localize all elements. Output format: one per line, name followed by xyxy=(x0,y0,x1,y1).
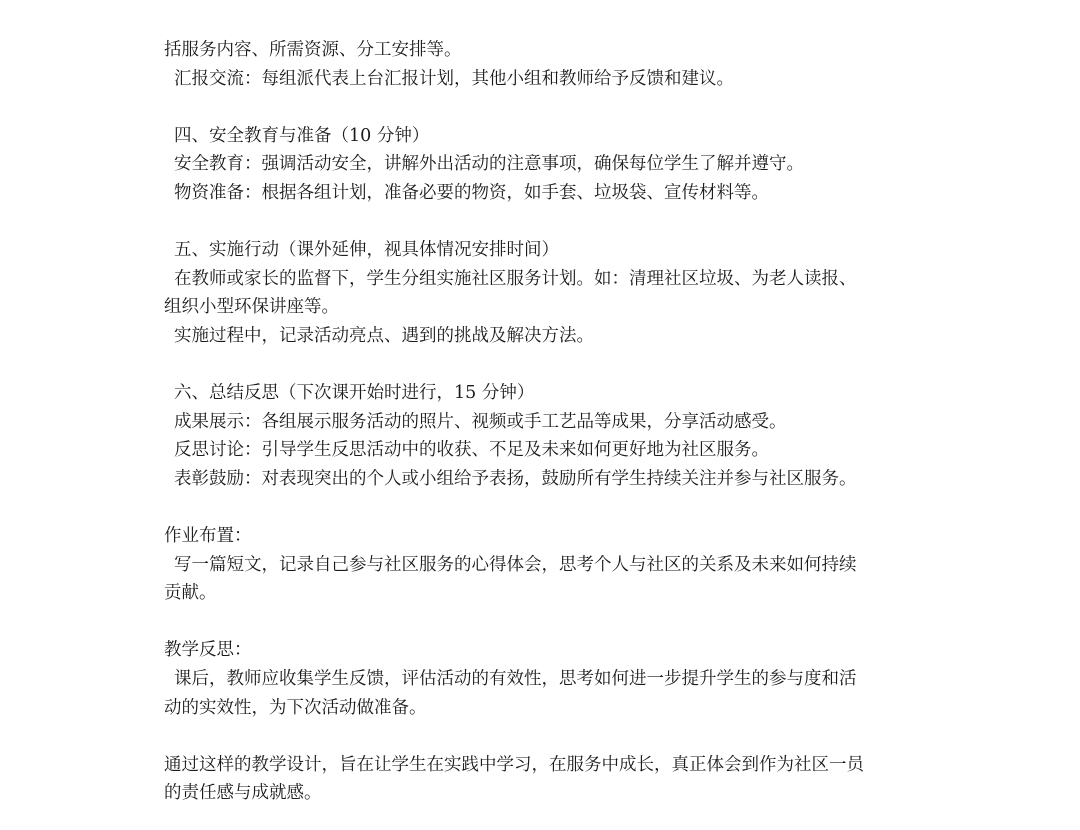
text-line: 安全教育：强调活动安全，讲解外出活动的注意事项，确保每位学生了解并遵守。 xyxy=(174,154,804,175)
text-line: 组织小型环保讲座等。 xyxy=(164,297,339,318)
section-heading: 五、实施行动（课外延伸，视具体情况安排时间） xyxy=(174,240,559,261)
text-line: 写一篇短文，记录自己参与社区服务的心得体会，思考个人与社区的关系及未来如何持续 xyxy=(174,554,857,575)
section-heading: 六、总结反思（下次课开始时进行，15 分钟） xyxy=(174,383,535,404)
text-line: 的责任感与成就感。 xyxy=(164,783,322,804)
text-line: 课后，教师应收集学生反馈，评估活动的有效性，思考如何进一步提升学生的参与度和活 xyxy=(174,669,857,690)
text-line: 汇报交流：每组派代表上台汇报计划，其他小组和教师给予反馈和建议。 xyxy=(174,68,734,89)
blank-line xyxy=(164,722,924,751)
text-line: 贡献。 xyxy=(164,583,217,604)
blank-line xyxy=(164,208,924,237)
document-body xyxy=(164,36,924,808)
text-line: 通过这样的教学设计，旨在让学生在实践中学习，在服务中成长，真正体会到作为社区一员 xyxy=(164,754,864,775)
text-line: 动的实效性，为下次活动做准备。 xyxy=(164,697,427,718)
text-line: 在教师或家长的监督下，学生分组实施社区服务计划。如：清理社区垃圾、为老人读报、 xyxy=(174,268,857,289)
text-line: 表彰鼓励：对表现突出的个人或小组给予表扬，鼓励所有学生持续关注并参与社区服务。 xyxy=(174,468,857,489)
text-line: 成果展示：各组展示服务活动的照片、视频或手工艺品等成果，分享活动感受。 xyxy=(174,411,787,432)
blank-line xyxy=(164,608,924,637)
section-heading: 教学反思： xyxy=(164,640,252,661)
text-line: 物资准备：根据各组计划，准备必要的物资，如手套、垃圾袋、宣传材料等。 xyxy=(174,182,769,203)
blank-line xyxy=(164,351,924,380)
section-heading: 四、安全教育与准备（10 分钟） xyxy=(174,125,430,146)
text-line: 实施过程中，记录活动亮点、遇到的挑战及解决方法。 xyxy=(174,325,594,346)
blank-line xyxy=(164,93,924,122)
text-line: 括服务内容、所需资源、分工安排等。 xyxy=(164,40,462,60)
blank-line xyxy=(164,494,924,523)
section-heading: 作业布置： xyxy=(164,526,252,547)
text-line: 反思讨论：引导学生反思活动中的收获、不足及未来如何更好地为社区服务。 xyxy=(174,440,769,461)
